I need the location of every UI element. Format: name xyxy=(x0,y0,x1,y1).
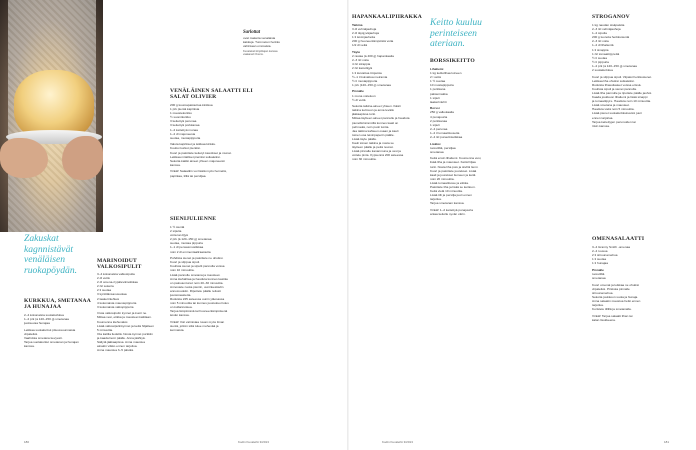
recipe-title-hapankaalipiirakka: HAPANKAALIPIIRAKKA xyxy=(352,14,423,20)
recipe-body-kurkkua: 2–4 kokonaista suolakurkkua 1–2 prk (à 120–150 g) smetanaa juoksevaa hunajaa Leikkaa suolakurkut pituussuunnaisia viipaleiksi. Vaahdota smetana kevyesti. Tarjoa suolakurkut smetanan ja hunajan kanssa. xyxy=(24,313,79,349)
recipe-title-omenasalaatti: OMENASALAATTI xyxy=(592,236,645,242)
cake-photo xyxy=(0,0,103,232)
recipe-body-borssikeitto: Lihaliemi 1 kg keittolihaa luineen 2 l vettä 1 ½ suolaa 10 mustapippuria 1 porkkana palsternakka 1 sipuli laakerinlehti Borssi 250 g valkokaalia 4 punajuurta 2 porkkanaa 1 sipuli 2–4 perunaa 1–2 tl tomaattisosetta 2–4 rkl punaviinietikkaa Lisäksi tuoretilliä, persiljaa smetanaa Keitä ensin lihaliemi. Kuumenna vesi, lisää liha ja mausteet. Keitä hiljaa tunti. Nosta liha pois ja siivilöi liemi. Kuori ja paloittele juurekset. Lisää kaali ja juurekset liemeen ja keitä noin 20 minuuttia. Lisää tomaattisose ja etikka. Paloittele liha ja lisää se keittoon. Keitä vielä 10 minuuttia. Lisää tilli ja persilja juuri ennen tarjoilua. Tarjoa smetanan kanssa. Vinkki! 1–2 keitettyä punajuurta antaa keitolle syvän värin. xyxy=(430,67,482,217)
recipe-body-stroganov: 1 kg naudan sisäpaistia 2–3 rkl vehnäjauhoja 1–2 sipulia 200 g tuoreita herkkusieniä 2–3 rkl voita 1–2 dl lihalientä 1 tl sinappia 1 rkl tomaattipyrettä ½ tl suolaa ½ tl pippuria 1–2 prk (à 120–150 g) smetanaa 2 suolakurkkua Kuori ja silppua sipuli. Viipaloi herkkusienet. Leikkaa liha ohuiksi suikaleiksi. Ruskista lihasuikaleet voissa erissä. Kuullota sipuli ja sienet pannulla. Lisää liha pannulle ja ripottele päälle jauhot. Kaada joukkoon lihaliemi ja lisää sinappi ja tomaattipyre. Hauduta noin 10 minuuttia. Lisää smetana ja mausteet. Hauduta vielä noin 5 minuuttia. Lisää pienet suolakurkkukuutiot juuri ennen tarjoilua. Tarjoa keitettyjen perunoiden tai riisin kanssa. xyxy=(592,23,653,128)
recipe-body-olivier: 200 g kuumapaistettua kinkkua 1 prk pientä kapriksia 1 maustekurkku ½ suomikurkku 3 keitettyä perunaa 3 keitettyä porkkanaa 1–2 keitettyä munaa 1–2 dl majoneesia suolaa, mustapippuria Valuta kaprikset ja leikkaa kinkku. Kuutioi kurkut pieniksi. Kuori ja paloittele keitetyt kasvikset ja munat. Leikkaa mitalliset pieniksi suikaleiksi. Sekoita kaikki aineet yhteen majoneesin kanssa. Vinkki! Salaattiin voi lisätä myös herneitä, paprikaa, tilliä tai persiljaa. xyxy=(170,103,232,178)
recipe-title-borssikeitto: BORSSIKEITTO xyxy=(430,58,475,64)
photo-caption xyxy=(243,30,260,35)
recipe-title-sienijulienne: SIENIJULIENNE xyxy=(170,216,217,222)
recipe-title-olivier: VENÄLÄINEN SALAATTI ELI SALAT OLIVIER xyxy=(170,88,253,101)
caption-title: Sarlottat xyxy=(243,30,261,35)
pull-quote-right: Keitto kuuluu perinteiseen ateriaan. xyxy=(430,17,482,50)
recipe-body-valkosipulit: 3–4 kokonaista valkosipulia 2 dl vettä 2 dl omena-/rypäleviinietikkaa 2 rkl sokeria 2 tl suolaa 3 kynttilänsavusuolaa 2 laakerinlehteä 4 kokonaista maustepippuria 3 kokonaista valkopippuria Irrota valkosipulin kynnet ja kuori ne. Mittaa vesi, etikka ja mausteet kattilaan. Kuumenna kiehuvaksi. Lisää valkosipulinkynnet ja keitä hiljalleen 5 minuuttia. Ota kattila liedeltä. Nosta kynnet purkkiin ja kaada liemi päälle. Anna jäähtyä. Säilytä jääkaapissa. Anna maustua ainakin viikko ennen tarjoilua. Anna maustua 3–5 päivää. xyxy=(97,272,154,353)
page-gutter xyxy=(347,0,349,450)
caption-lines: ovat makeita venalaisia kakkuja. Tummetun herkku vahintaan ommaisia. xyxy=(243,36,280,49)
folio-right: Kodin Kuvalehti 3/2013 xyxy=(382,440,413,444)
pull-quote-left: Zakuskat kagnnistävät venäläisen ruokapöydän. xyxy=(24,233,78,276)
folio-left: Kodin Kuvalehti 3/2013 xyxy=(238,440,269,444)
recipe-body-omenasalaatti: 3–4 Granny Smith -omenaa 2–4 ruusua 2 tl sitruunamehua 1 tl suolaa 1 tl hunajaa Pinnalle tuoretilliä smetanaa Kuori omenat ja leikkaa ne ohuiksi viipaleiksi. Pirskota pinnalle sitruunamehua. Sekoita joukkoon suola ja hunaja. Anna salaatin maustua hetki ennen tarjoilua. Koristele tillillä ja smetanalla. Vinkki! Tarjoa salaatti lihan tai kalan lisukkeena. xyxy=(592,245,641,322)
recipe-body-hapankaalipiirakka: Taikina 3 dl vehnäjauhoja 2 dl täysjyväjauhoja 1 tl leivinjauhetta 200 g huoneenlämpöistä voita 1/2 dl vettä Täyte 2 rasiaa (à 400 g) hapankaalia 2–3 rkl voita 4 rkl siirappia 2 rkl kasviöljyä 1 tl kuivattua timjamia ½–1 tl kuivattua meiramia ½ tl mustapippuria 1 prk (120–150 g) smetanaa Pinnalle 1 muna voiteluun ½ dl vettä Sekoita taikina-aineet yhteen. Kääri taikina kelmuun ja anna levätä jääkaapissa tunti. Mittaa täytteen aineet pannulle ja hauduta pienellä lämmöllä kunnes kaali on pehmeää, noin puoli tuntia. Jaa taikina kahteen osaan ja kauli toinen osa leivinpaperin päälle. Lisää täyte päälle. Kauli toinen taikina ja nosta se täytteen päälle ja peitä reunat. Lisää pinnalle kananmuna ja vesi ja voitele pinta. Kypsennä 200 asteessa noin 30 minuuttia. xyxy=(352,23,410,162)
hand-left xyxy=(0,138,48,178)
page-number-right: 181 xyxy=(664,440,670,444)
recipe-body-sienijulienne: 1 ½ sientä 2 sipulia voita tai öljyä 2 prk (à 120–150 g) smetanaa suolaa, mustaa pippuria 1–1 dl pensasmustikkaa noin 2 dl emmentaaliraastetta Puhdista sienet ja paloittele ne ohuiksi. Kuori ja silppua sipuli. Kuullota sienet ja sipulit pannulla voissa noin 10 minuuttia. Lisää pannulle smetana ja mausteet. Anna kiehahtaa ja hauduta kunnes kastike on paksuuntunut noin 20–30 minuuttia. Annostele ruoka pieniin, uuninkestäviin annosvuokiin. Ripottele päälle reilusti juustoraastetta. Ruskista 225 asteessa uunin yläosassa noin 5 minuuttia tai kunnes juustokuorrutus on kullanruskea. Tarjoa lämpimänä tai huoneenlämpöisenä leivän kanssa. Vinkki! Voit valmistaa ruuan myös ilman sieniä, jolloin siitä tulee mehevää ja kermaista. xyxy=(170,225,229,333)
recipe-title-kurkkua: KURKKUA, SMETANAA JA HUNAJAA xyxy=(24,298,92,311)
recipe-title-stroganov: STROGANOV xyxy=(592,14,630,20)
recipe-title-valkosipulit: MARINOIDUT VALKOSIPULIT xyxy=(97,258,142,271)
hand-right xyxy=(62,136,103,180)
page-number-left: 180 xyxy=(24,440,30,444)
caption-small: Kuvateksti kirjoittajan kanssa vaakaneli Ovens. xyxy=(243,50,278,57)
